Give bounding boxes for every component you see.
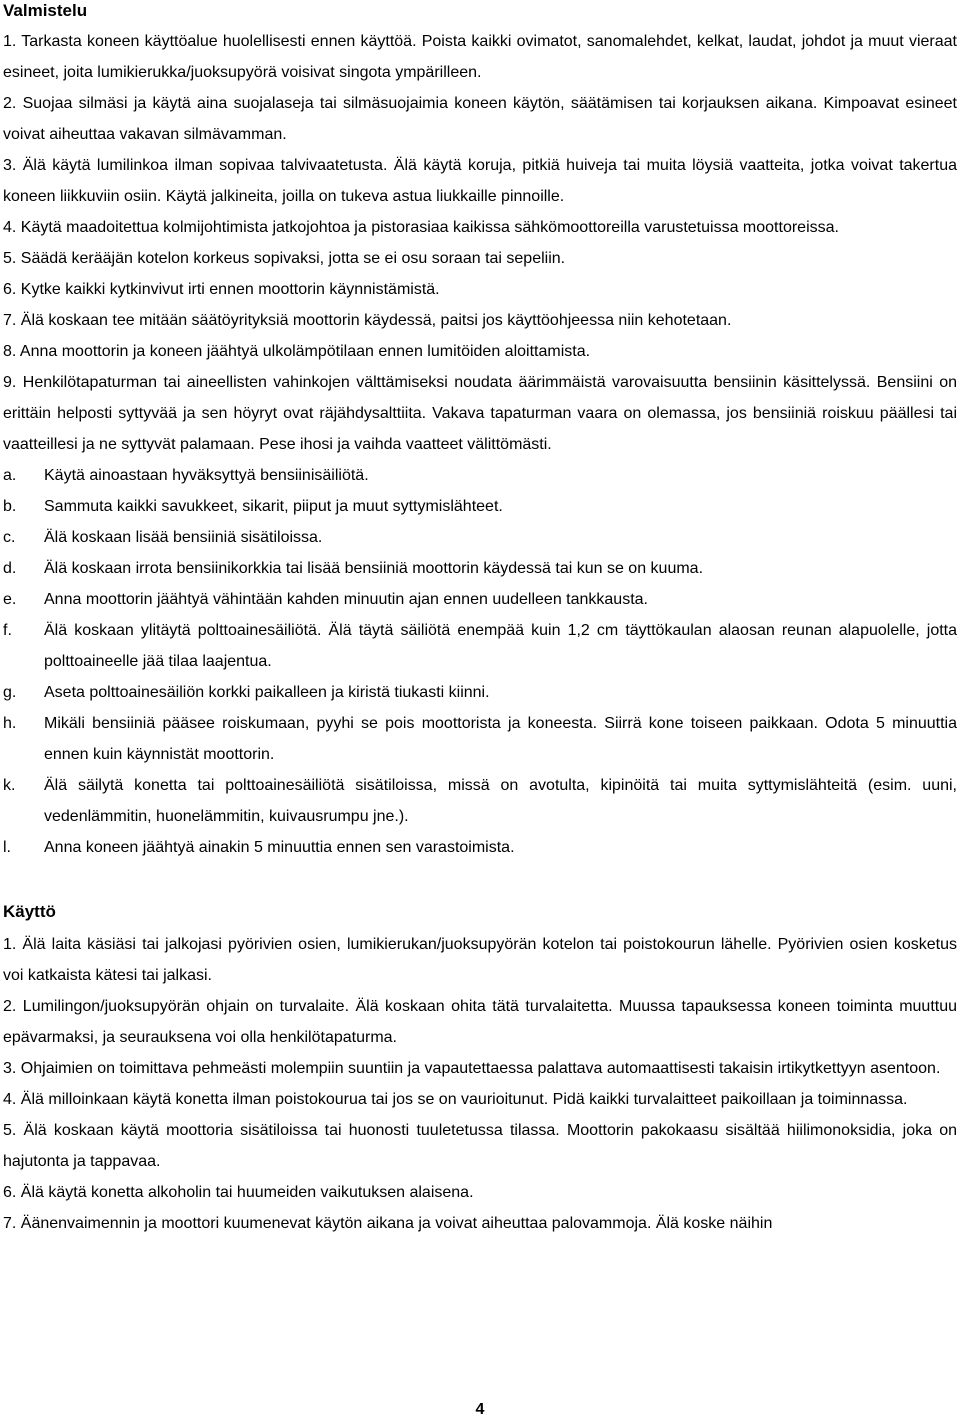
- fuel-subitem-c: [3, 522, 957, 553]
- subitem-text: Älä koskaan lisää bensiiniä sisätiloissa.: [44, 529, 323, 546]
- subitem-letter: k.: [3, 777, 16, 794]
- section-heading-valmistelu: Valmistelu: [3, 1, 88, 20]
- valmistelu-item-7: 7. Älä koskaan tee mitään säätöyrityksiä moottorin käydessä, paitsi jos käyttöohjeessa niin kehotetaan.: [3, 312, 732, 329]
- valmistelu-item-9: 9. Henkilötapaturman tai aineellisten vahinkojen välttämiseksi noudata äärimmäistä varovaisuutta bensiinin käsittelyssä. Bensiini on erittäin helposti syttyvää ja sen höyryt ovat räjähdysalttiita. Vakava tapaturman vaara on olemassa, jos bensiiniä roiskuu päällesi tai vaatteillesi ja ne syttyvät palamaan. Pese ihosi ja vaihda vaatteet välittömästi.: [3, 374, 957, 453]
- kaytto-item-6: 6. Älä käytä konetta alkoholin tai huumeiden vaikutuksen alaisena.: [3, 1184, 474, 1201]
- fuel-subitem-l: [3, 832, 957, 863]
- subitem-text: Mikäli bensiiniä pääsee roiskumaan, pyyhi se pois moottorista ja koneesta. Siirrä kone toiseen paikkaan. Odota 5 minuuttia ennen kuin käynnistät moottorin.: [44, 715, 957, 763]
- subitem-letter: g.: [3, 684, 17, 701]
- subitem-letter: d.: [3, 560, 17, 577]
- valmistelu-item-3: 3. Älä käytä lumilinkoa ilman sopivaa talvivaatetusta. Älä käytä koruja, pitkiä huiveja tai muita löysiä vaatteita, jotka voivat takertua koneen liikkuviin osiin. Käytä jalkineita, joilla on tukeva astua liukkaille pinnoille.: [3, 157, 957, 205]
- valmistelu-item-2: 2. Suojaa silmäsi ja käytä aina suojalaseja tai silmäsuojaimia koneen käytön, säätämisen tai korjauksen aikana. Kimpoavat esineet voivat aiheuttaa vakavan silmävamman.: [3, 95, 957, 143]
- valmistelu-item-4: 4. Käytä maadoitettua kolmijohtimista jatkojohtoa ja pistorasiaa kaikissa sähkömoottoreilla varustetuissa moottoreissa.: [3, 219, 839, 236]
- fuel-subitem-h: [3, 708, 957, 770]
- document-page: [3, 0, 957, 1239]
- subitem-letter: b.: [3, 498, 17, 515]
- kaytto-item-4: 4. Älä milloinkaan käytä konetta ilman poistokourua tai jos se on vaurioitunut. Pidä kaikki turvalaitteet paikoillaan ja toiminnassa.: [3, 1091, 908, 1108]
- subitem-text: Anna moottorin jäähtyä vähintään kahden minuutin ajan ennen uudelleen tankkausta.: [44, 591, 648, 608]
- valmistelu-item-1: 1. Tarkasta koneen käyttöalue huolellisesti ennen käyttöä. Poista kaikki ovimatot, sanomalehdet, kelkat, laudat, johdot ja muut vieraat esineet, joita lumikierukka/juoksupyörä voisivat singota ympärilleen.: [3, 33, 957, 81]
- fuel-subitem-e: [3, 584, 957, 615]
- kaytto-item-5: 5. Älä koskaan käytä moottoria sisätiloissa tai huonosti tuuletetussa tilassa. Moottorin pakokaasu sisältää hiilimonoksidia, joka on hajutonta ja tappavaa.: [3, 1122, 957, 1170]
- section-valmistelu: [3, 0, 957, 863]
- kaytto-item-3: 3. Ohjaimien on toimittava pehmeästi molempiin suuntiin ja vapautettaessa palattava automaattisesti takaisin irtikytkettyyn asentoon.: [3, 1060, 941, 1077]
- subitem-text: Älä koskaan irrota bensiinikorkkia tai lisää bensiiniä moottorin käydessä tai kun se on kuuma.: [44, 560, 704, 577]
- subitem-letter: l.: [3, 839, 11, 856]
- valmistelu-item-6: 6. Kytke kaikki kytkinvivut irti ennen moottorin käynnistämistä.: [3, 281, 440, 298]
- subitem-letter: a.: [3, 467, 17, 484]
- subitem-text: Sammuta kaikki savukkeet, sikarit, piiput ja muut syttymislähteet.: [44, 498, 503, 515]
- kaytto-item-1: 1. Älä laita käsiäsi tai jalkojasi pyörivien osien, lumikierukan/juoksupyörän kotelon tai poistokourun lähelle. Pyörivien osien kosketus voi katkaista kätesi tai jalkasi.: [3, 936, 957, 984]
- valmistelu-item-5: 5. Säädä kerääjän kotelon korkeus sopivaksi, jotta se ei osu soraan tai sepeliin.: [3, 250, 566, 267]
- fuel-subitem-k: [3, 770, 957, 832]
- valmistelu-item-8: 8. Anna moottorin ja koneen jäähtyä ulkolämpötilaan ennen lumitöiden aloittamista.: [3, 343, 591, 360]
- page-number: 4: [475, 1401, 485, 1418]
- kaytto-item-7: 7. Äänenvaimennin ja moottori kuumenevat käytön aikana ja voivat aiheuttaa palovammoja. Älä koske näihin: [3, 1215, 773, 1232]
- fuel-subitem-a: [3, 460, 957, 491]
- section-heading-kaytto: Käyttö: [3, 902, 56, 921]
- fuel-subitem-b: [3, 491, 957, 522]
- fuel-subitem-d: [3, 553, 957, 584]
- subitem-text: Älä koskaan ylitäytä polttoainesäiliötä. Älä täytä säiliötä enempää kuin 1,2 cm täyttökaulan alaosan reunan alapuolelle, jotta polttoaineelle jää tilaa laajentua.: [44, 622, 957, 670]
- kaytto-item-2: 2. Lumilingon/juoksupyörän ohjain on turvalaite. Älä koskaan ohita tätä turvalaitetta. Muussa tapauksessa koneen toiminta muuttuu epävarmaksi, ja seurauksena voi olla henkilötapaturma.: [3, 998, 957, 1046]
- subitem-text: Älä säilytä konetta tai polttoainesäiliötä sisätiloissa, missä on avotulta, kipinöitä tai muita syttymislähteitä (esim. uuni, vedenlämmitin, huonelämmitin, kuivausrumpu jne.).: [44, 777, 957, 825]
- subitem-text: Anna koneen jäähtyä ainakin 5 minuuttia ennen sen varastoimista.: [44, 839, 515, 856]
- subitem-letter: f.: [3, 622, 12, 639]
- subitem-letter: h.: [3, 715, 17, 732]
- subitem-text: Aseta polttoainesäiliön korkki paikalleen ja kiristä tiukasti kiinni.: [44, 684, 490, 701]
- subitem-letter: e.: [3, 591, 17, 608]
- subitem-text: Käytä ainoastaan hyväksyttyä bensiinisäiliötä.: [44, 467, 369, 484]
- fuel-subitem-g: [3, 677, 957, 708]
- fuel-subitem-f: [3, 615, 957, 677]
- section-kaytto: [3, 901, 957, 1239]
- subitem-letter: c.: [3, 529, 16, 546]
